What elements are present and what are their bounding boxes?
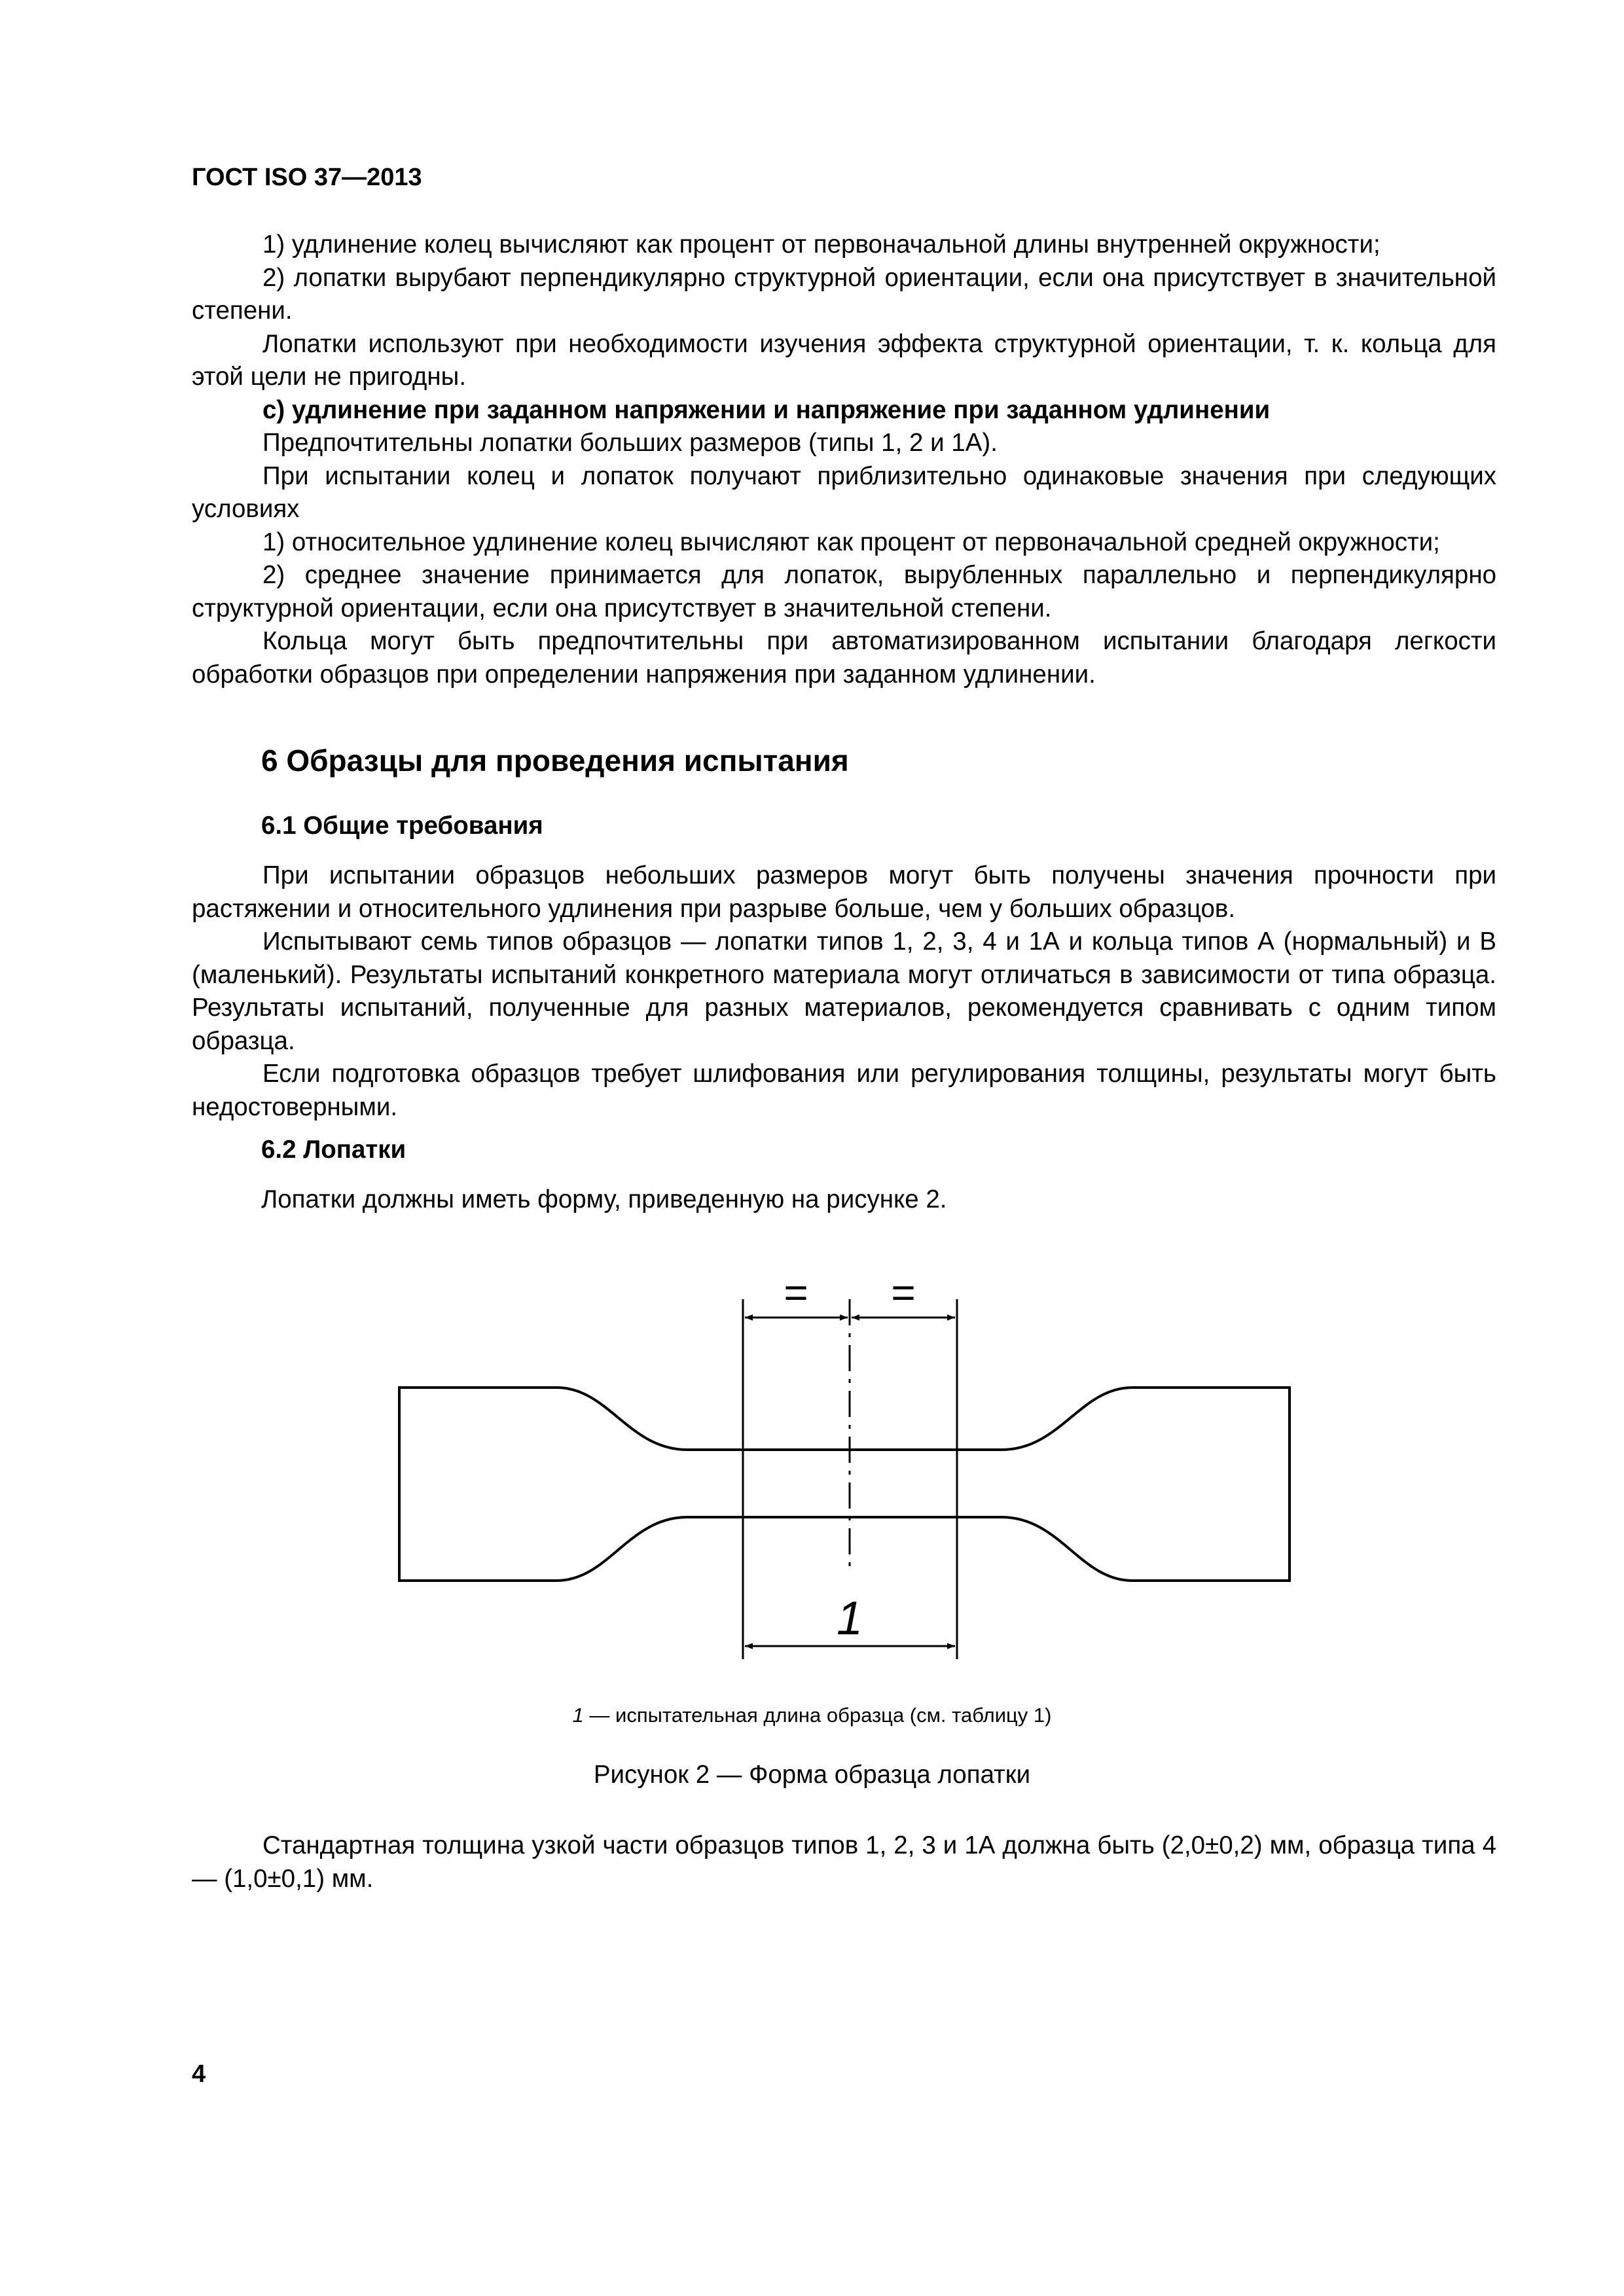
figure-caption: Рисунок 2 — Форма образца лопатки: [593, 1761, 1031, 1789]
legend-number: 1: [572, 1704, 584, 1727]
paragraph: с) удлинение при заданном напряжении и напряжение при заданном удлинении: [262, 395, 1271, 424]
paragraph: Испытывают семь типов образцов — лопатки типов 1, 2, 3, 4 и 1А и кольца типов А (нормальный) и В (маленький). Результаты испытаний конкретного материала могут отличаться в зависимости от типа образца. Результаты испытаний, полученные для разных материалов, рекомендуется сравнивать с одним типом образца.: [192, 927, 1496, 1055]
dumbbell-specimen-figure: [386, 1266, 1303, 1672]
figure-legend: [0, 1704, 1624, 1727]
section-6-1-heading: 6.1 Общие требования: [261, 812, 543, 840]
paragraph: 1) удлинение колец вычисляют как процент от первоначальной длины внутренней окружности;: [262, 230, 1380, 259]
paragraph: 1) относительное удлинение колец вычисляют как процент от первоначальной средней окружности;: [262, 528, 1440, 556]
equal-sign-right: =: [891, 1269, 916, 1316]
paragraph: 2) среднее значение принимается для лопаток, вырубленных параллельно и перпендикулярно структурной ориентации, если она присутствует в значительной степени.: [192, 561, 1496, 622]
legend-text: — испытательная длина образца (см. таблицу 1): [583, 1704, 1052, 1727]
paragraph: При испытании образцов небольших размеров могут быть получены значения прочности при растяжении и относительного удлинения при разрыве больше, чем у больших образцов.: [192, 861, 1496, 923]
document-header: ГОСТ ISO 37—2013: [192, 164, 422, 191]
paragraph: Кольца могут быть предпочтительны при автоматизированном испытании благодаря легкости обработки образцов при определении напряжения при заданном удлинении.: [192, 627, 1496, 689]
page-number: 4: [192, 2060, 206, 2088]
section-6-1-body: [192, 859, 1496, 1124]
intro-text-block: [192, 228, 1496, 691]
gauge-length-label: 1: [836, 1592, 863, 1645]
section-6-heading: 6 Образцы для проведения испытания: [261, 744, 849, 778]
paragraph: Если подготовка образцов требует шлифования или регулирования толщины, результаты могут быть недостоверными.: [192, 1060, 1496, 1121]
section-6-2-body: Лопатки должны иметь форму, приведенную на рисунке 2.: [261, 1185, 947, 1213]
section-6-2-heading: 6.2 Лопатки: [261, 1136, 406, 1164]
specimen-outline: [399, 1388, 1290, 1581]
paragraph: Предпочтительны лопатки больших размеров (типы 1, 2 и 1А).: [262, 429, 998, 457]
paragraph: 2) лопатки вырубают перпендикулярно структурной ориентации, если она присутствует в значительной степени.: [192, 263, 1496, 325]
paragraph: Лопатки используют при необходимости изучения эффекта структурной ориентации, т. к. кольца для этой цели не пригодны.: [192, 329, 1496, 391]
paragraph: При испытании колец и лопаток получают приблизительно одинаковые значения при следующих условиях: [192, 461, 1496, 523]
paragraph: Стандартная толщина узкой части образцов типов 1, 2, 3 и 1А должна быть (2,0±0,2) мм, образца типа 4 — (1,0±0,1) мм.: [192, 1831, 1496, 1893]
equal-sign-left: =: [784, 1269, 808, 1316]
final-paragraph-block: [192, 1829, 1496, 1895]
